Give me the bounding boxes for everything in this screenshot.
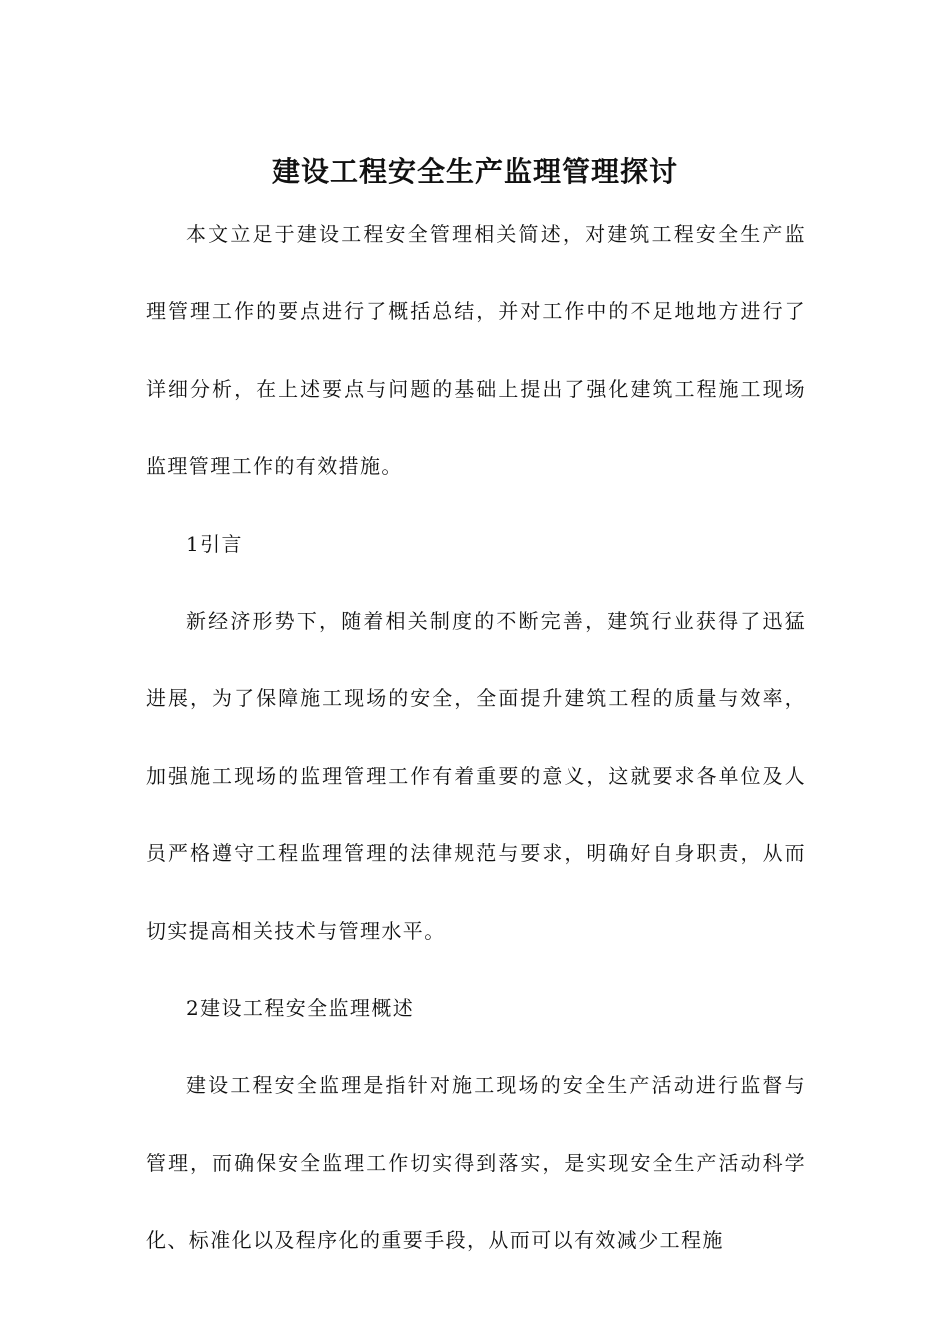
document-title: 建设工程安全生产监理管理探讨	[271, 154, 678, 188]
document-body	[146, 196, 806, 1280]
abstract-paragraph: 本文立足于建设工程安全管理相关简述，对建筑工程安全生产监理管理工作的要点进行了概括总结，并对工作中的不足地地方进行了详细分析，在上述要点与问题的基础上提出了强化建筑工程施工现场监理管理工作的有效措施。	[146, 222, 806, 479]
section-heading-introduction: 1引言	[186, 531, 243, 556]
section-heading-overview: 2建设工程安全监理概述	[186, 996, 415, 1021]
introduction-paragraph: 新经济形势下，随着相关制度的不断完善，建筑行业获得了迅猛进展，为了保障施工现场的安全，全面提升建筑工程的质量与效率，加强施工现场的监理管理工作有着重要的意义，这就要求各单位及人员严格遵守工程监理管理的法律规范与要求，明确好自身职责，从而切实提高相关技术与管理水平。	[146, 609, 806, 943]
overview-paragraph: 建设工程安全监理是指针对施工现场的安全生产活动进行监督与管理，而确保安全监理工作切实得到落实，是实现安全生产活动科学化、标准化以及程序化的重要手段，从而可以有效减少工程施	[146, 1073, 806, 1253]
